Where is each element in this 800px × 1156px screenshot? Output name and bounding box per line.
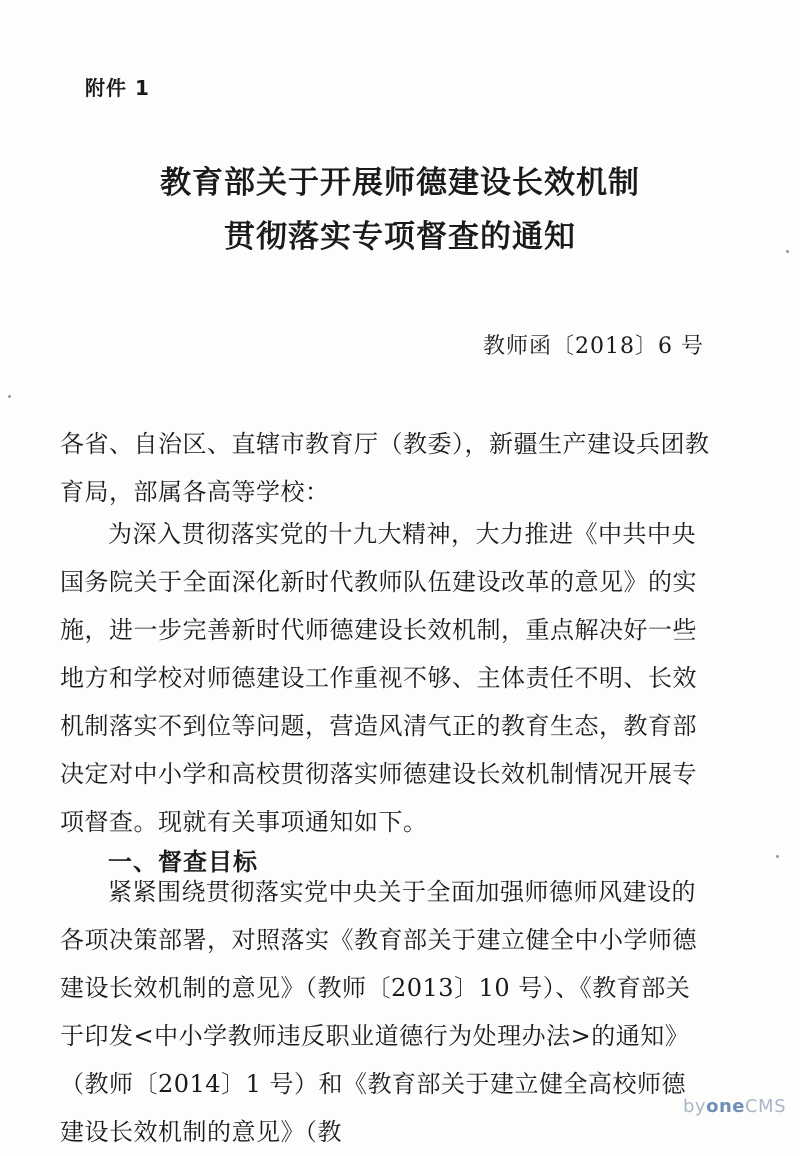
body-paragraph-2: 紧紧围绕贯彻落实党中央关于全面加强师德师风建设的各项决策部署，对照落实《教育部关于建立健全中小学师德建设长效机制的意见》（教师〔2013〕10 号）、《教育部关于印发<中小学教师违反职业道德行为处理办法>的通知》（教师〔2014〕1 号）和《教育部关于建立健全高校师德建设长效机制的意见》（教: [60, 878, 697, 1146]
section-heading-1: 一、督查目标: [108, 848, 258, 876]
document-title-line-1: 教育部关于开展师德建设长效机制: [160, 165, 640, 201]
scan-speck: [786, 250, 789, 253]
watermark-suffix: CMS: [744, 1096, 786, 1117]
document-title-line-2: 贯彻落实专项督查的通知: [224, 219, 576, 255]
watermark-prefix: by: [683, 1096, 707, 1117]
watermark-logo: [683, 1096, 786, 1117]
watermark-brand: one: [706, 1096, 745, 1117]
scan-speck: [776, 855, 779, 858]
body-paragraph-1: 为深入贯彻落实党的十九大精神，大力推进《中共中央国务院关于全面深化新时代教师队伍建设改革的意见》的实施，进一步完善新时代师德建设长效机制，重点解决好一些地方和学校对师德建设工作重视不够、主体责任不明、长效机制落实不到位等问题，营造风清气正的教育生态，教育部决定对中小学和高校贯彻落实师德建设长效机制情况开展专项督查。现就有关事项通知如下。: [60, 520, 697, 836]
greeting-paragraph: 各省、自治区、直辖市教育厅（教委），新疆生产建设兵团教育局，部属各高等学校：: [60, 430, 710, 506]
attachment-label: 附件 1: [85, 76, 150, 100]
document-number: 教师函〔2018〕6 号: [483, 334, 704, 359]
scan-speck: [8, 395, 11, 398]
